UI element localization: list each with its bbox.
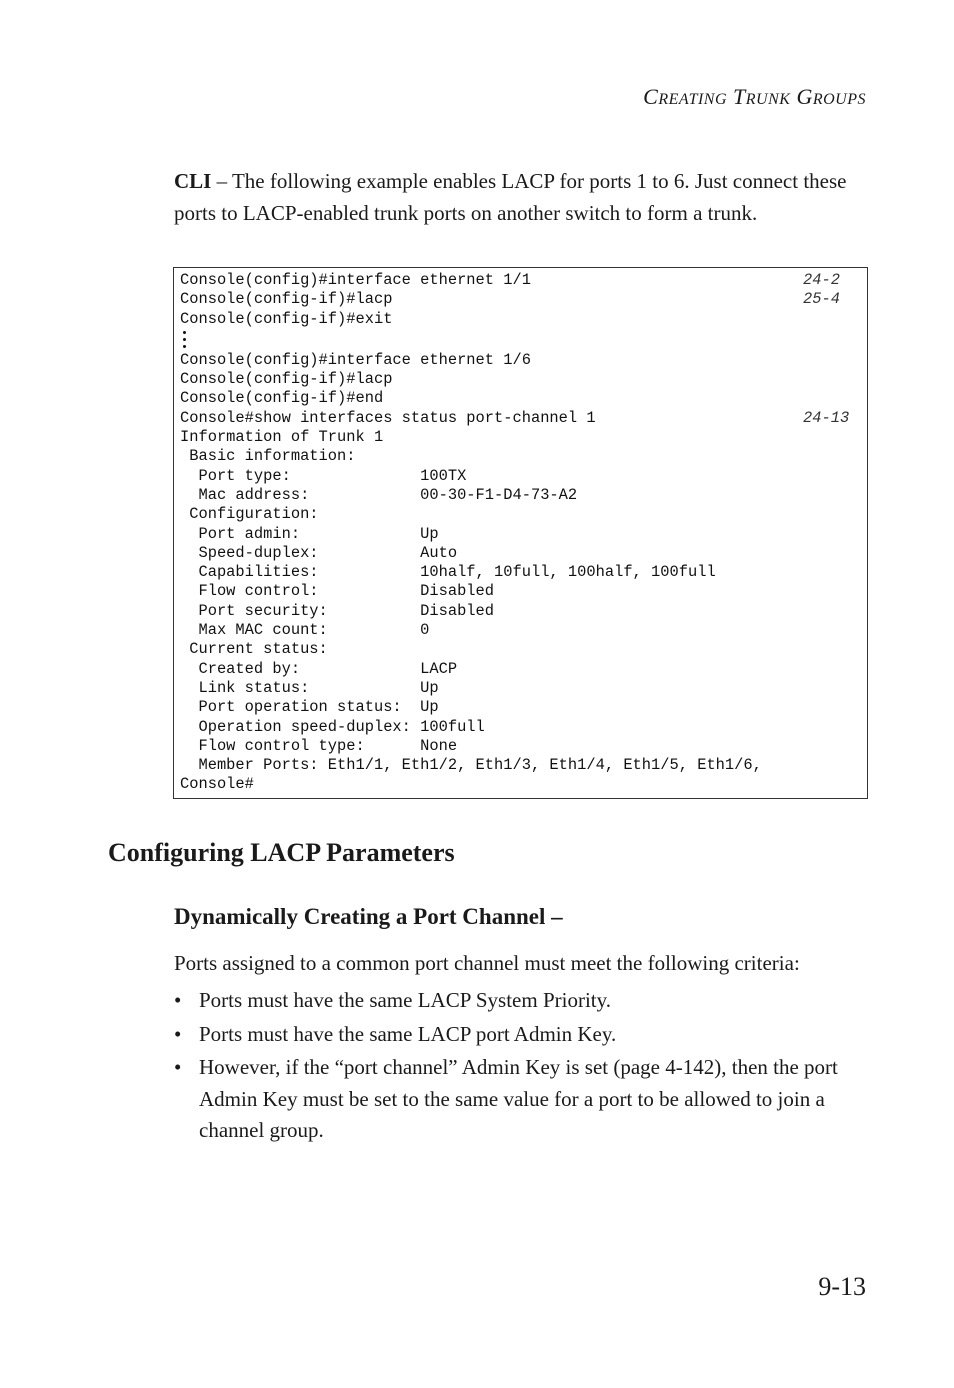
- list-item: [174, 1052, 874, 1147]
- page-number: 9-13: [818, 1272, 866, 1301]
- code-line: [180, 582, 867, 601]
- code-text: Operation speed-duplex: 100full: [180, 717, 485, 736]
- code-text: Capabilities: 10half, 10full, 100half, 100full: [180, 563, 716, 582]
- code-text: Console(config-if)#end: [180, 389, 384, 408]
- code-text: Console(config-if)#lacp: [180, 290, 393, 309]
- code-line: [180, 271, 867, 290]
- section-title: Configuring LACP Parameters: [108, 838, 455, 867]
- code-line: [180, 698, 867, 717]
- code-line: [180, 602, 867, 621]
- code-line: [180, 505, 867, 524]
- code-line: [180, 775, 867, 794]
- code-text: Console#show interfaces status port-channel 1: [180, 408, 596, 427]
- vertical-ellipsis-icon: [180, 329, 192, 351]
- code-line: [180, 409, 867, 428]
- subsection-title: Dynamically Creating a Port Channel –: [174, 904, 563, 929]
- code-lines-part-2: [180, 351, 867, 795]
- code-text: Console(config-if)#lacp: [180, 370, 393, 389]
- bullet-icon: •: [174, 988, 182, 1012]
- list-item: [174, 1019, 874, 1051]
- code-line: [180, 737, 867, 756]
- bullet-icon: •: [174, 1021, 182, 1046]
- code-text: Port type: 100TX: [180, 466, 467, 485]
- cli-label: CLI: [174, 169, 212, 193]
- code-line: [180, 447, 867, 466]
- code-line: [180, 486, 867, 505]
- code-line: [180, 544, 867, 563]
- word-cap: T: [733, 84, 746, 109]
- code-text: Port operation status: Up: [180, 698, 439, 717]
- page-reference: 25-4: [803, 290, 840, 309]
- code-line: [180, 428, 867, 447]
- code-text: Console(config)#interface ethernet 1/1: [180, 271, 531, 289]
- code-text: Information of Trunk 1: [180, 428, 384, 447]
- running-head-word-1: [643, 84, 727, 109]
- word-rest: ROUPS: [812, 91, 866, 108]
- code-line: [180, 467, 867, 486]
- code-line: [180, 640, 867, 659]
- code-text: Speed-duplex: Auto: [180, 543, 458, 562]
- running-head-word-2: [733, 84, 790, 109]
- code-text: Flow control type: None: [180, 736, 458, 755]
- code-line: [180, 310, 867, 329]
- word-rest: RUNK: [745, 91, 791, 108]
- code-line: [180, 563, 867, 582]
- word-cap: G: [796, 84, 813, 109]
- cli-code-block: [173, 267, 868, 799]
- list-item-text: Ports must have the same LACP System Priority.: [199, 988, 612, 1012]
- code-text: Link status: Up: [180, 678, 439, 697]
- page-reference: 24-13: [803, 408, 850, 427]
- code-line: [180, 389, 867, 408]
- page-reference: 24-2: [803, 271, 840, 289]
- code-line: [180, 351, 867, 370]
- intro-text: – The following example enables LACP for ports 1 to 6. Just connect these ports to LACP-enabled trunk ports on another switch to form a trunk.: [174, 169, 847, 225]
- code-text: Mac address: 00-30-F1-D4-73-A2: [180, 485, 578, 504]
- running-head: [643, 84, 866, 110]
- criteria-paragraph: Ports assigned to a common port channel must meet the following criteria:: [174, 951, 800, 975]
- code-line: [180, 718, 867, 737]
- criteria-list: [174, 985, 874, 1149]
- running-head-word-3: [796, 84, 866, 109]
- code-line: [180, 525, 867, 544]
- code-line: [180, 621, 867, 640]
- code-lines-part-1: [180, 271, 867, 329]
- code-text: Flow control: Disabled: [180, 582, 495, 601]
- intro-paragraph: [174, 166, 874, 229]
- code-text: Basic information:: [180, 447, 356, 466]
- code-text: Port security: Disabled: [180, 601, 495, 620]
- code-text: Port admin: Up: [180, 524, 439, 543]
- bullet-icon: •: [174, 1055, 182, 1079]
- code-line: [180, 756, 867, 775]
- code-line: [180, 660, 867, 679]
- list-item-text: Ports must have the same LACP port Admin Key.: [199, 1021, 617, 1046]
- code-text: Max MAC count: 0: [180, 621, 430, 640]
- code-text: Member Ports: Eth1/1, Eth1/2, Eth1/3, Eth1/4, Eth1/5, Eth1/6,: [180, 756, 762, 775]
- word-cap: C: [643, 84, 659, 109]
- code-text: Created by: LACP: [180, 659, 458, 678]
- list-item-text: However, if the “port channel” Admin Key is set (page 4-142), then the port Admin Key must be set to the same value for a port to be allowed to join a channel group.: [199, 1055, 838, 1142]
- code-text: Current status:: [180, 640, 328, 659]
- code-text: Configuration:: [180, 505, 319, 524]
- code-line: [180, 679, 867, 698]
- code-text: Console#: [180, 775, 254, 794]
- word-rest: REATING: [658, 91, 728, 108]
- code-line: [180, 290, 867, 309]
- code-text: Console(config)#interface ethernet 1/6: [180, 350, 531, 369]
- code-line: [180, 370, 867, 389]
- list-item: [174, 985, 874, 1017]
- code-text: Console(config-if)#exit: [180, 309, 393, 328]
